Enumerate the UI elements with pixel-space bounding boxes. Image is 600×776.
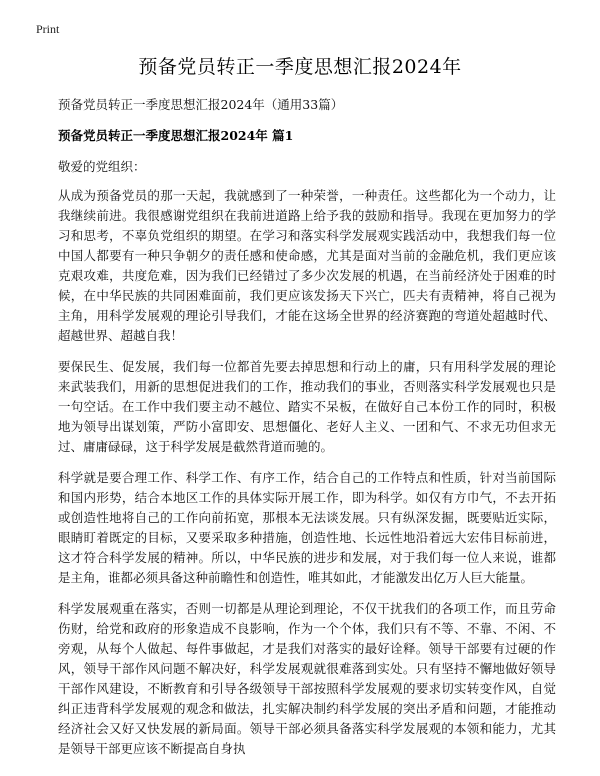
greeting-line: 敬爱的党组织： — [58, 159, 146, 174]
paragraph-1: 从成为预备党员的那一天起，我就感到了一种荣誉，一种责任。这些都化为一个动力，让我继续前进。我很感谢党组织在我前进道路上给予我的鼓励和指导。我现在更加努力的学习和思考，不辜负党组织的期望。在学习和落实科学发展观实践活动中，我想我们每一位中国人都要有一种只争朝夕的责任感和使命感，尤其是面对当前的金融危机，我们更应该克艰攻难，共度危难，因为我们已经错过了多少次发展的机遇，在当前经济处于困难的时候，在中华民族的共同困难面前，我们更应该发扬天下兴亡，匹夫有责精神，将自己视为主角，用科学发展观的理论引导我们，才能在这场全世界的经济赛跑的弯道处超越时代、超越世界、超越自我！ — [58, 188, 556, 343]
section-heading: 预备党员转正一季度思想汇报2024年 篇1 — [58, 128, 294, 143]
print-link[interactable]: Print — [36, 22, 60, 36]
paragraph-2: 要保民生、促发展，我们每一位都首先要去掉思想和行动上的庸，只有用科学发展的理论来武装我们，用新的思想促进我们的工作，推动我们的事业，否则落实科学发展观也只是一句空话。在工作中我们要主动不越位、踏实不呆板，在做好自己本份工作的同时，积极地为领导出谋划策，严防小富即安、思想僵化、老好人主义、一团和气、不求无功但求无过、庸庸碌碌，这于科学发展是截然背道而驰的。 — [58, 359, 556, 454]
paragraph-4: 科学发展观重在落实，否则一切都是从理论到理论，不仅干扰我们的各项工作，而且劳命伤财，给党和政府的形象造成不良影响，作为一个个体，我们只有不等、不靠、不闲、不旁观，从每个人做起、每件事做起，才是我们对落实的最好诠释。领导干部要有过硬的作风，领导干部作风问题不解决好，科学发展观就很难落到实处。只有坚持不懈地做好领导干部作风建设，不断教育和引导各级领导干部按照科学发展观的要求切实转变作风，自觉纠正违背科学发展观的观念和做法，扎实解决制约科学发展的突出矛盾和问题，才能推动经济社会又好又快发展的新局面。领导干部必须具备落实科学发展观的本领和能力，尤其是领导干部更应该不断提高自身执 — [58, 601, 556, 756]
document-subtitle: 预备党员转正一季度思想汇报2024年（通用33篇） — [58, 97, 344, 112]
page-title: 预备党员转正一季度思想汇报2024年 — [138, 56, 462, 78]
paragraph-3: 科学就是要合理工作、科学工作、有序工作，结合自己的工作特点和性质，针对当前国际和国内形势，结合本地区工作的具体实际开展工作，即为科学。如仅有方巾气，不去开拓或创造性地将自己的工作向前拓宽，那根本无法谈发展。只有纵深发掘，既要贴近实际，眼睛盯着既定的目标，又要采取多种措施，创造性地、长远性地沿着远大宏伟目标前进，这才符合科学发展的精神。所以，中华民族的进步和发展，对于我们每一位人来说，谁都是主角，谁都必须具备这种前瞻性和创造性，唯其如此，才能激发出亿万人巨大能量。 — [58, 470, 556, 585]
body-text — [58, 186, 556, 770]
